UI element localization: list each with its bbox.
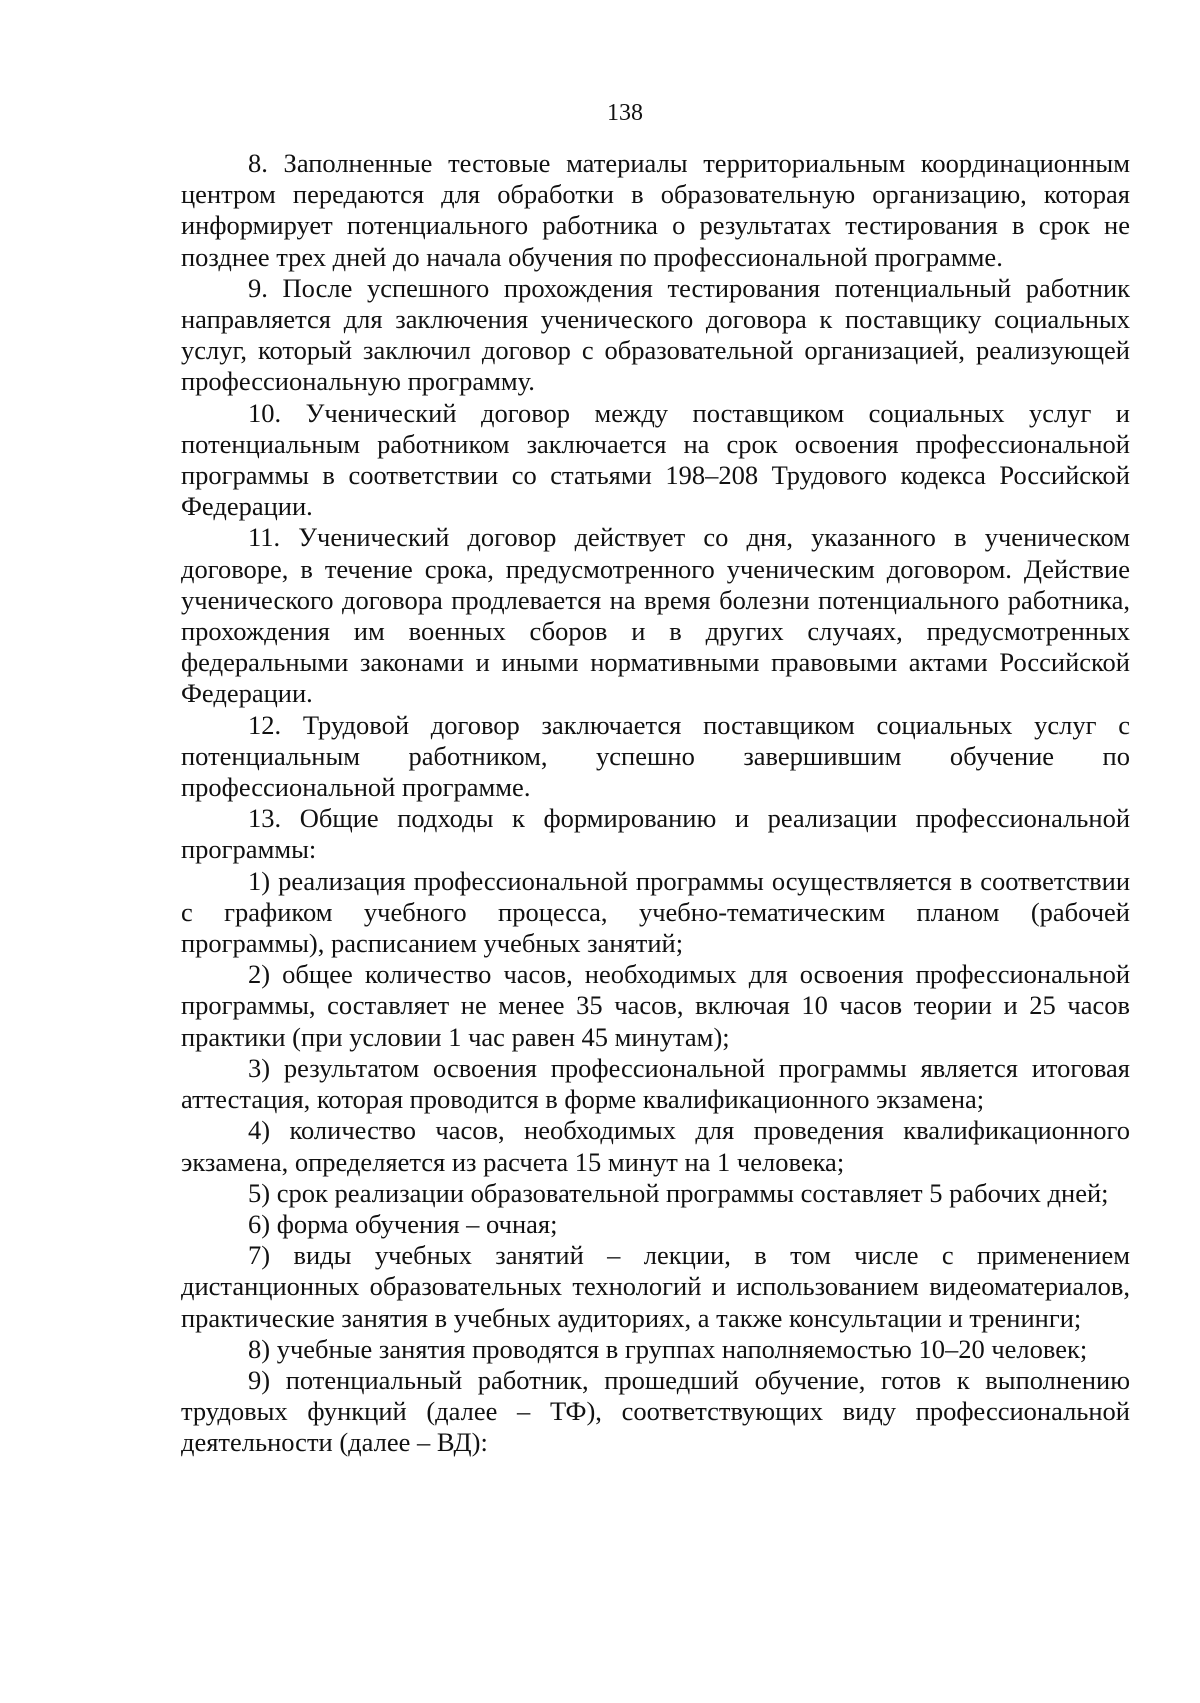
page-number: 138 <box>607 100 643 126</box>
subitem-7: 7) виды учебных занятий – лекции, в том числе с применением дистанционных образовательных технологий и использованием видеоматериалов, практические занятия в учебных аудиториях, а также консультации и тренинги; <box>181 1240 1130 1333</box>
paragraph-item-10: 10. Ученический договор между поставщиком социальных услуг и потенциальным работником заключается на срок освоения профессиональной программы в соответствии со статьями 198–208 Трудового кодекса Российской Федерации. <box>181 397 1130 522</box>
document-body <box>181 148 1130 1459</box>
paragraph-item-11: 11. Ученический договор действует со дня, указанного в ученическом договоре, в течение срока, предусмотренного ученическим договором. Действие ученического договора продлевается на время болезни потенциального работника, прохождения им военных сборов и в других случаях, предусмотренных федеральными законами и иными нормативными правовыми актами Российской Федерации. <box>181 522 1130 709</box>
subitem-8: 8) учебные занятия проводятся в группах наполняемостью 10–20 человек; <box>248 1333 1088 1364</box>
paragraph-item-13: 13. Общие подходы к формированию и реализации профессиональной программы: <box>181 803 1130 865</box>
subitem-3: 3) результатом освоения профессиональной программы является итоговая аттестация, которая проводится в форме квалификационного экзамена; <box>181 1052 1130 1115</box>
paragraph-item-8: 8. Заполненные тестовые материалы территориальным координационным центром передаются для обработки в образовательную организацию, которая информирует потенциального работника о результатах тестирования в срок не позднее трех дней до начала обучения по профессиональной программе. <box>181 148 1130 272</box>
subitem-6: 6) форма обучения – очная; <box>248 1208 558 1239</box>
paragraph-item-12: 12. Трудовой договор заключается поставщиком социальных услуг с потенциальным работником, успешно завершившим обучение по профессиональной программе. <box>181 709 1130 803</box>
subitem-4: 4) количество часов, необходимых для проведения квалификационного экзамена, определяется из расчета 15 минут на 1 человека; <box>181 1115 1130 1177</box>
paragraph-item-9: 9. После успешного прохождения тестирования потенциальный работник направляется для заключения ученического договора к поставщику социальных услуг, который заключил договор с образовательной организацией, реализующей профессиональную программу. <box>181 272 1130 397</box>
subitem-2: 2) общее количество часов, необходимых для освоения профессиональной программы, составляет не менее 35 часов, включая 10 часов теории и 25 часов практики (при условии 1 час равен 45 минутам); <box>181 959 1130 1052</box>
subitem-9: 9) потенциальный работник, прошедший обучение, готов к выполнению трудовых функций (далее – ТФ), соответствующих виду профессиональной деятельности (далее – ВД): <box>181 1364 1130 1458</box>
subitem-1: 1) реализация профессиональной программы осуществляется в соответствии с графиком учебного процесса, учебно-тематическим планом (рабочей программы), расписанием учебных занятий; <box>181 865 1130 959</box>
subitem-5: 5) срок реализации образовательной программы составляет 5 рабочих дней; <box>248 1177 1109 1208</box>
